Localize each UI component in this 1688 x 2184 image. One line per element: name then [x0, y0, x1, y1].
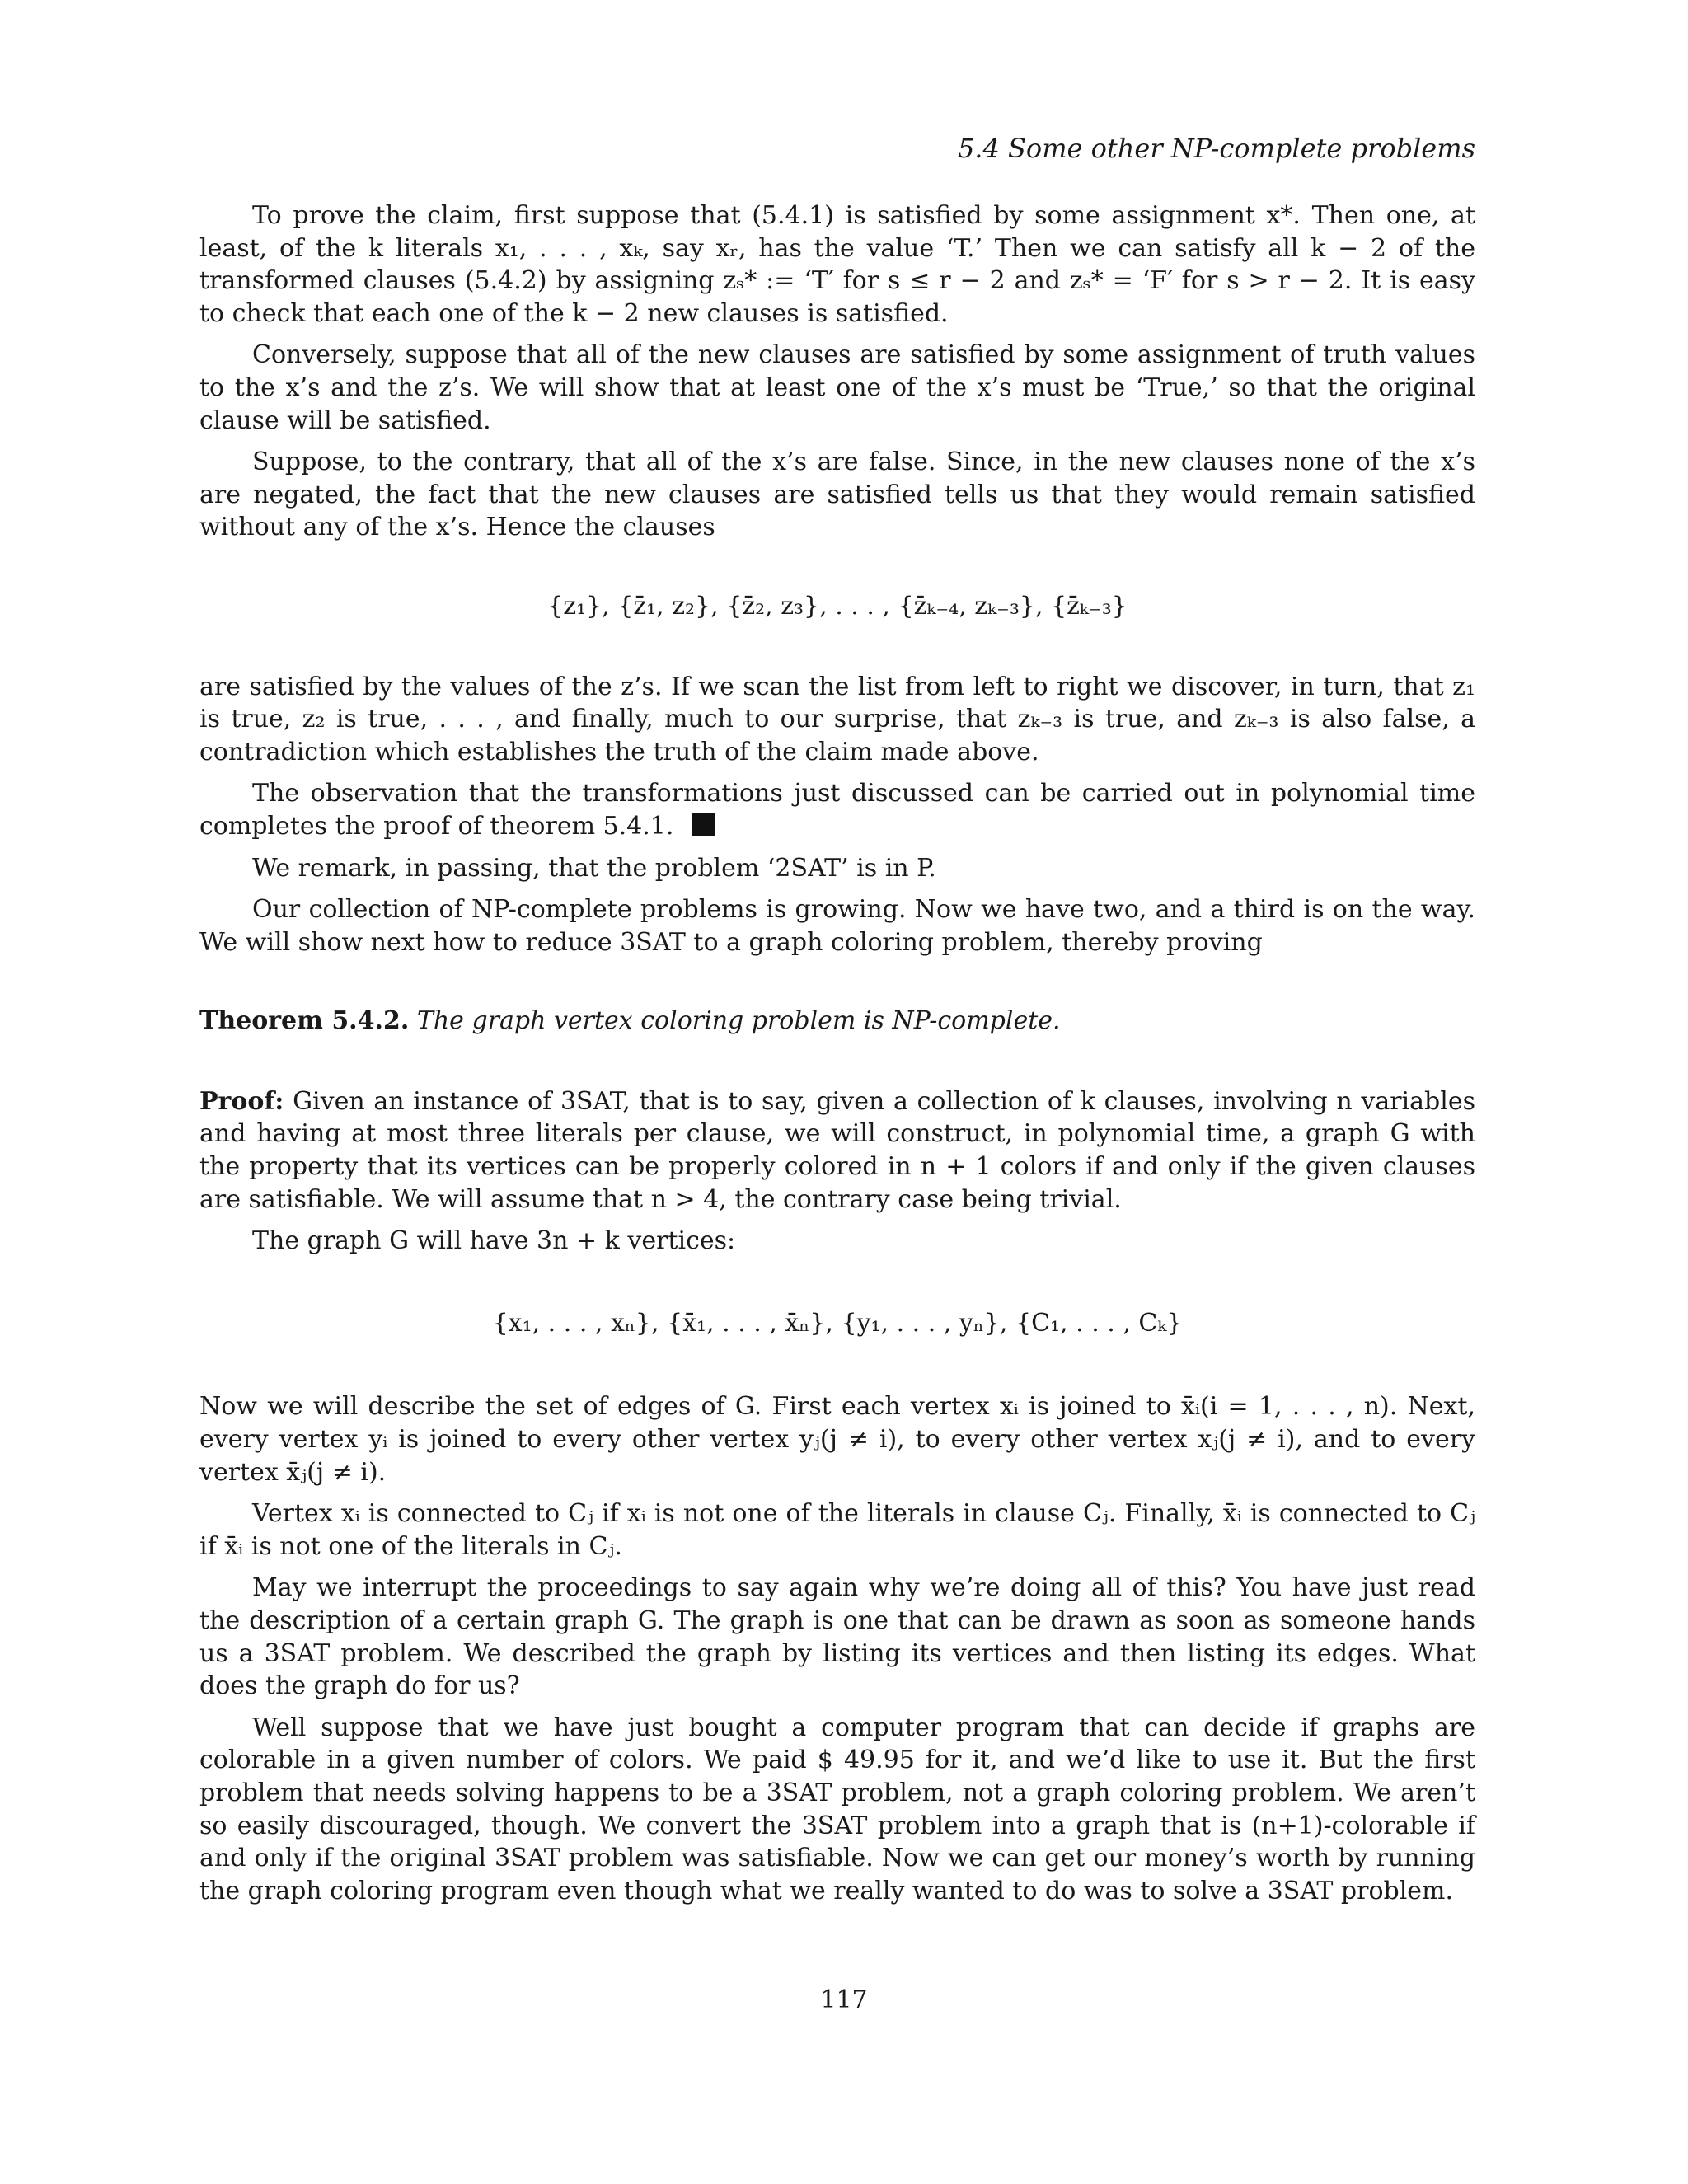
paragraph-contrary: Suppose, to the contrary, that all of the x’s are false. Since, in the new clauses none of the x’s are negated, the fact that the new clauses are satisfied tells us that they would remain satisfied without any of the x’s. Hence the clauses [199, 448, 1475, 542]
display-equation-vertices: {x₁, . . . , xₙ}, {x̄₁, . . . , x̄ₙ}, {y₁, . . . , yₙ}, {C₁, . . . , Cₖ} [492, 1308, 1183, 1338]
paragraph-vertex-connection: Vertex xᵢ is connected to Cⱼ if xᵢ is not one of the literals in clause Cⱼ. Finally, x̄ᵢ is connected to Cⱼ if x̄ᵢ is not one of the literals in Cⱼ. [199, 1499, 1475, 1561]
paragraph-converse: Conversely, suppose that all of the new clauses are satisfied by some assignment of truth values to the x’s and the z’s. We will show that at least one of the x’s must be ‘True,’ so that the original clause will be satisfied. [199, 340, 1475, 435]
display-equation-clauses: {z₁}, {z̄₁, z₂}, {z̄₂, z₃}, . . . , {z̄ₖ₋₄, zₖ₋₃}, {z̄ₖ₋₃} [547, 591, 1128, 621]
theorem-statement [199, 1005, 1475, 1038]
paragraph-edges: Now we will describe the set of edges of G. First each vertex xᵢ is joined to x̄ᵢ(i = 1, . . . , n). Next, every vertex yᵢ is joined to every other vertex yⱼ(j ≠ i), to every other vertex xⱼ(j ≠ i), and to every vertex x̄ⱼ(j ≠ i). [199, 1392, 1475, 1487]
paragraph-computer-program: Well suppose that we have just bought a computer program that can decide if graphs are colorable in a given number of colors. We paid $ 49.95 for it, and we’d like to use it. But the first problem that needs solving happens to be a 3SAT problem, not a graph coloring problem. We aren’t so easily discouraged, though. We convert the 3SAT problem into a graph that is (n+1)-colorable if and only if the original 3SAT problem was satisfiable. Now we can get our money’s worth by running the graph coloring program even though what we really wanted to do was to solve a 3SAT problem. [199, 1713, 1475, 1905]
proof-text: Given an instance of 3SAT, that is to say, given a collection of k clauses, involving n variables and having at most three literals per clause, we will construct, in polynomial time, a graph G with the property that its vertices can be properly colored in n + 1 colors if and only if the given clauses are satisfiable. We will assume that n > 4, the contrary case being trivial. [199, 1086, 1475, 1214]
paragraph-proof [199, 1085, 1475, 1216]
qed-square-icon [692, 813, 715, 836]
paragraph-observation [199, 777, 1475, 842]
paragraph-claim-proof: To prove the claim, first suppose that (5.4.1) is satisfied by some assignment x*. Then one, at least, of the k literals x₁, . . . , xₖ, say xᵣ, has the value ‘T.’ Then we can satisfy all k − 2 of the transformed clauses (5.4.2) by assigning zₛ* := ‘T′ for s ≤ r − 2 and zₛ* = ‘F′ for s > r − 2. It is easy to check that each one of the k − 2 new clauses is satisfied. [199, 201, 1475, 328]
page-number: 117 [820, 1985, 868, 2014]
page-body [199, 199, 1475, 1916]
proof-label: Proof: [199, 1086, 284, 1116]
paragraph-collection: Our collection of NP-complete problems is growing. Now we have two, and a third is on the way. We will show next how to reduce 3SAT to a graph coloring problem, thereby proving [199, 895, 1475, 957]
paragraph-vertices: The graph G will have 3n + k vertices: [252, 1226, 736, 1256]
theorem-text: The graph vertex coloring problem is NP-complete. [416, 1006, 1061, 1036]
running-header: 5.4 Some other NP-complete problems [957, 133, 1475, 164]
paragraph-scan-list: are satisfied by the values of the z’s. If we scan the list from left to right we discover, in turn, that z₁ is true, z₂ is true, . . . , and finally, much to our surprise, that zₖ₋₃ is true, and zₖ₋₃ is also false, a contradiction which establishes the truth of the claim made above. [199, 672, 1475, 766]
observation-text: The observation that the transformations just discussed can be carried out in polynomial time completes the proof of theorem 5.4.1. [199, 779, 1475, 841]
paragraph-interrupt: May we interrupt the proceedings to say again why we’re doing all of this? You have just read the description of a certain graph G. The graph is one that can be drawn as soon as someone hands us a 3SAT problem. We described the graph by listing its vertices and then listing its edges. What does the graph do for us? [199, 1573, 1475, 1701]
paragraph-remark: We remark, in passing, that the problem ‘2SAT’ is in P. [252, 853, 936, 883]
theorem-label: Theorem 5.4.2. [199, 1006, 410, 1036]
